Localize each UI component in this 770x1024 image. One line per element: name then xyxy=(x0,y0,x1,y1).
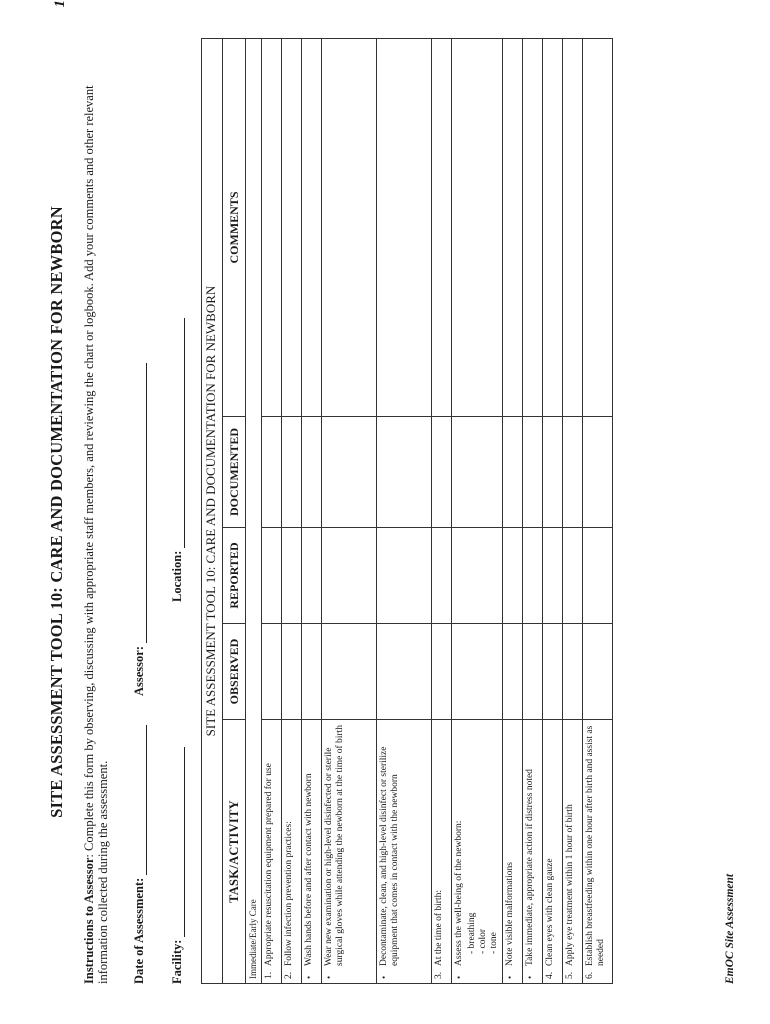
comments-cell[interactable] xyxy=(282,39,302,417)
task-text: Clean eyes with clean gauze xyxy=(545,858,555,966)
assessment-table xyxy=(201,38,613,984)
bullet-marker: • xyxy=(324,975,334,979)
bullet-marker: • xyxy=(304,975,314,979)
task-text: Note visible malformations xyxy=(505,862,515,966)
table-row xyxy=(503,39,523,984)
bullet-marker: • xyxy=(454,975,464,979)
task-text: Establish breastfeeding within one hour after birth and assist as needed xyxy=(585,725,606,966)
task-cell xyxy=(302,720,322,984)
reported-cell[interactable] xyxy=(583,528,613,624)
table-row xyxy=(262,39,282,984)
task-text: Follow infection prevention practices: xyxy=(284,821,294,966)
table-row xyxy=(543,39,563,984)
task-cell xyxy=(563,720,583,984)
reported-cell[interactable] xyxy=(503,528,523,624)
documented-cell[interactable] xyxy=(523,417,543,528)
reported-cell[interactable] xyxy=(322,528,377,624)
observed-cell[interactable] xyxy=(563,624,583,720)
facility-line[interactable] xyxy=(172,747,185,937)
comments-cell[interactable] xyxy=(583,39,613,417)
location-line[interactable] xyxy=(172,318,185,548)
page-number: 1 xyxy=(52,0,68,8)
documented-cell[interactable] xyxy=(322,417,377,528)
table-row xyxy=(432,39,452,984)
task-text: Assess the well-being of the newborn: xyxy=(454,820,464,966)
comments-cell[interactable] xyxy=(432,39,452,417)
bullet-marker: • xyxy=(505,975,515,979)
header-comments: COMMENTS xyxy=(223,39,246,417)
table-row xyxy=(377,39,432,984)
documented-cell[interactable] xyxy=(452,417,503,528)
documented-cell[interactable] xyxy=(262,417,282,528)
header-observed: OBSERVED xyxy=(223,624,246,720)
observed-cell[interactable] xyxy=(302,624,322,720)
assessor-field xyxy=(132,363,147,696)
assessor-label: Assessor: xyxy=(132,646,146,696)
instructions xyxy=(82,34,110,984)
task-cell xyxy=(322,720,377,984)
comments-cell[interactable] xyxy=(503,39,523,417)
comments-cell[interactable] xyxy=(543,39,563,417)
footer: EmOC Site Assessment xyxy=(724,873,736,984)
reported-cell[interactable] xyxy=(432,528,452,624)
section-label: Immediate/Early Care xyxy=(246,39,262,984)
item-number: 1. xyxy=(264,971,274,979)
reported-cell[interactable] xyxy=(563,528,583,624)
task-cell xyxy=(262,720,282,984)
task-text: Wash hands before and after contact with newborn xyxy=(304,773,314,966)
date-field xyxy=(132,725,147,984)
documented-cell[interactable] xyxy=(563,417,583,528)
location-field xyxy=(170,318,185,602)
documented-cell[interactable] xyxy=(432,417,452,528)
comments-cell[interactable] xyxy=(523,39,543,417)
reported-cell[interactable] xyxy=(262,528,282,624)
task-cell xyxy=(503,720,523,984)
reported-cell[interactable] xyxy=(377,528,432,624)
task-cell xyxy=(543,720,563,984)
table-row xyxy=(452,39,503,984)
location-label: Location: xyxy=(170,550,184,602)
comments-cell[interactable] xyxy=(262,39,282,417)
reported-cell[interactable] xyxy=(282,528,302,624)
table-row xyxy=(282,39,302,984)
table-title: SITE ASSESSMENT TOOL 10: CARE AND DOCUMENTATION FOR NEWBORN xyxy=(202,39,223,984)
task-text: At the time of birth: xyxy=(434,890,444,966)
task-text: Decontaminate, clean, and high-level disinfect or sterilize equipment that comes in contact with the newborn xyxy=(379,746,400,966)
sub-item-list xyxy=(467,821,500,954)
observed-cell[interactable] xyxy=(543,624,563,720)
task-cell xyxy=(523,720,543,984)
observed-cell[interactable] xyxy=(583,624,613,720)
reported-cell[interactable] xyxy=(452,528,503,624)
section-row xyxy=(246,39,262,984)
bullet-marker: • xyxy=(525,975,535,979)
task-text: Appropriate resuscitation equipment prepared for use xyxy=(264,763,274,966)
documented-cell[interactable] xyxy=(302,417,322,528)
observed-cell[interactable] xyxy=(377,624,432,720)
instructions-text: : Complete this form by observing, discussing with appropriate staff members, and reviewing the chart or logbook. Add your comments and other relevant information collected during the assessment. xyxy=(82,85,110,984)
sub-item: - color xyxy=(478,821,489,954)
header-task: TASK/ACTIVITY xyxy=(223,720,246,984)
comments-cell[interactable] xyxy=(563,39,583,417)
documented-cell[interactable] xyxy=(282,417,302,528)
task-cell xyxy=(583,720,613,984)
reported-cell[interactable] xyxy=(543,528,563,624)
observed-cell[interactable] xyxy=(452,624,503,720)
task-cell xyxy=(432,720,452,984)
date-line[interactable] xyxy=(134,725,147,875)
observed-cell[interactable] xyxy=(322,624,377,720)
item-number: 5. xyxy=(565,971,575,979)
task-cell xyxy=(377,720,432,984)
documented-cell[interactable] xyxy=(543,417,563,528)
documented-cell[interactable] xyxy=(583,417,613,528)
task-cell xyxy=(452,720,503,984)
table-row xyxy=(583,39,613,984)
date-label: Date of Assessment: xyxy=(132,877,146,984)
observed-cell[interactable] xyxy=(282,624,302,720)
comments-cell[interactable] xyxy=(452,39,503,417)
documented-cell[interactable] xyxy=(503,417,523,528)
assessor-line[interactable] xyxy=(134,363,147,643)
table-row xyxy=(523,39,543,984)
instructions-label: Instructions to Assessor xyxy=(82,857,96,984)
documented-cell[interactable] xyxy=(377,417,432,528)
item-number: 6. xyxy=(585,971,595,979)
comments-cell[interactable] xyxy=(322,39,377,417)
observed-cell[interactable] xyxy=(262,624,282,720)
table-row xyxy=(563,39,583,984)
table-row xyxy=(302,39,322,984)
observed-cell[interactable] xyxy=(503,624,523,720)
header-documented: DOCUMENTED xyxy=(223,417,246,528)
facility-label: Facility: xyxy=(170,939,184,984)
task-text: Take immediate, appropriate action if distress noted xyxy=(525,769,535,966)
sub-item: - breathing xyxy=(467,821,478,954)
task-text: Apply eye treatment within 1 hour of birth xyxy=(565,804,575,966)
item-number: 2. xyxy=(284,971,294,979)
bullet-marker: • xyxy=(379,975,389,979)
item-number: 3. xyxy=(434,971,444,979)
comments-cell[interactable] xyxy=(377,39,432,417)
header-reported: REPORTED xyxy=(223,528,246,624)
sub-item: - tone xyxy=(489,821,500,954)
document-title: SITE ASSESSMENT TOOL 10: CARE AND DOCUMENTATION FOR NEWBORN xyxy=(47,206,66,818)
reported-cell[interactable] xyxy=(302,528,322,624)
facility-field xyxy=(170,747,185,984)
observed-cell[interactable] xyxy=(432,624,452,720)
table-row xyxy=(322,39,377,984)
observed-cell[interactable] xyxy=(523,624,543,720)
reported-cell[interactable] xyxy=(523,528,543,624)
task-text: Wear new examination or high-level disinfected or sterile surgical gloves while attending the newborn at the time of birth xyxy=(324,725,345,966)
comments-cell[interactable] xyxy=(302,39,322,417)
item-number: 4. xyxy=(545,971,555,979)
task-cell xyxy=(282,720,302,984)
